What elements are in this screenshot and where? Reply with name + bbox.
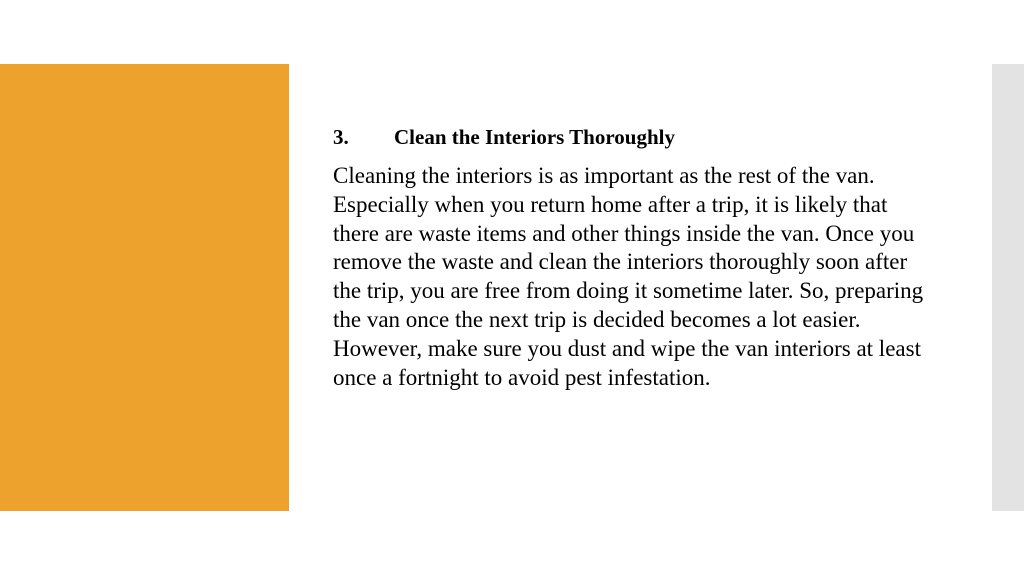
section-body: Cleaning the interiors is as important as the rest of the van. Especially when you return home after a trip, it is likely that there are waste items and other things inside the van. Once you remove the waste and clean the interiors thoroughly soon after the trip, you are free from doing it sometime later. So, preparing the van once the next trip is decided becomes a lot easier. However, make sure you dust and wipe the van interiors at least once a fortnight to avoid pest infestation. — [333, 163, 924, 390]
gray-side-strip — [992, 64, 1024, 511]
section-title: Clean the Interiors Thoroughly — [394, 125, 675, 149]
slide-content — [333, 122, 933, 392]
section-number: 3. — [333, 125, 349, 149]
section-heading — [333, 122, 933, 152]
orange-accent-block — [0, 64, 289, 511]
